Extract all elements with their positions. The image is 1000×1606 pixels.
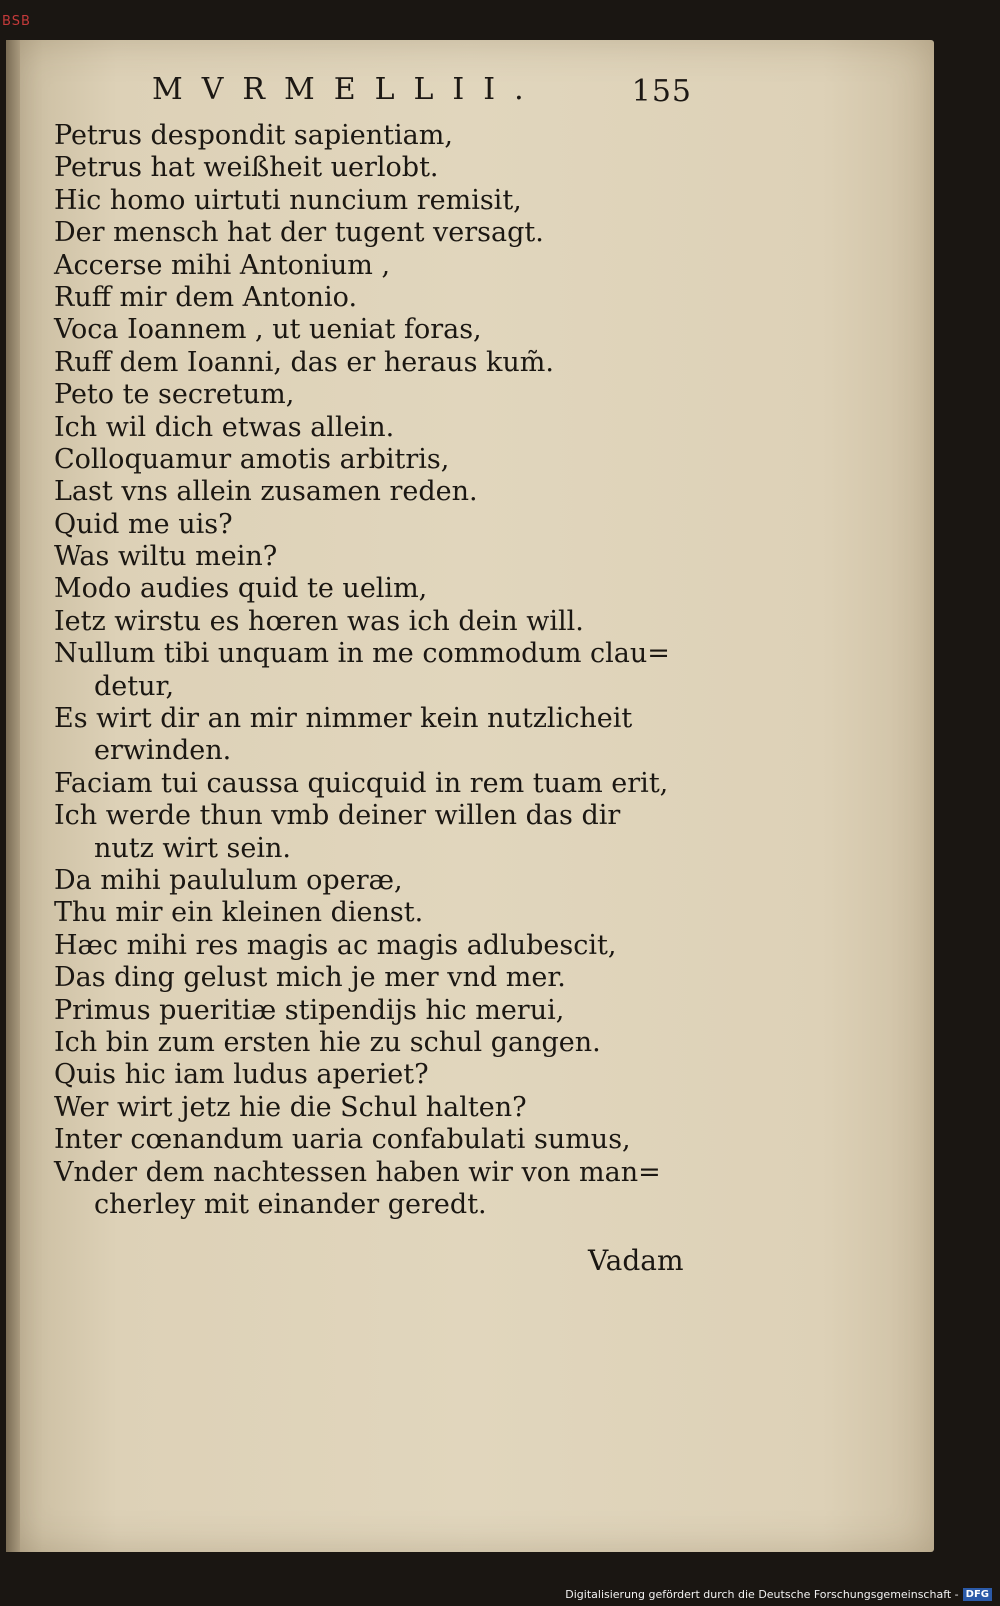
text-line: Ruff mir dem Antonio. xyxy=(54,281,358,313)
text-line: Was wiltu mein? xyxy=(54,541,278,573)
page-gutter xyxy=(6,40,20,1552)
text-line: Accerse mihi Antonium , xyxy=(54,249,391,281)
text-line: Quis hic iam ludus aperiet? xyxy=(54,1059,429,1091)
page-header xyxy=(152,72,692,112)
text-line: Primus pueritiæ stipendijs hic merui, xyxy=(54,994,565,1026)
text-line: Ich werde thun vmb deiner willen das dir xyxy=(54,800,621,832)
dfg-logo: DFG xyxy=(963,1588,992,1601)
text-line: Faciam tui caussa quicquid in rem tuam erit, xyxy=(54,767,669,799)
text-line: Ruff dem Ioanni, das er heraus kum̃. xyxy=(54,346,554,378)
text-line-continuation: cherley mit einander geredt. xyxy=(94,1188,487,1220)
text-block xyxy=(54,120,754,1221)
digitization-credit xyxy=(565,1586,992,1602)
catchword: Vadam xyxy=(588,1244,684,1277)
text-line-continuation: detur, xyxy=(94,670,175,702)
text-line: Modo audies quid te uelim, xyxy=(54,573,428,605)
text-line: Das ding gelust mich je mer vnd mer. xyxy=(54,962,566,994)
text-line: Ich wil dich etwas allein. xyxy=(54,411,395,443)
text-line: Hic homo uirtuti nuncium remisit, xyxy=(54,184,522,216)
text-line: Vnder dem nachtessen haben wir von man= xyxy=(54,1156,661,1188)
text-line: Hæc mihi res magis ac magis adlubescit, xyxy=(54,929,617,961)
library-watermark: BSB xyxy=(2,14,31,29)
running-title: MVRMELLII. xyxy=(152,72,543,107)
text-line: Ich bin zum ersten hie zu schul gangen. xyxy=(54,1026,601,1058)
text-line: Nullum tibi unquam in me commodum clau= xyxy=(54,638,670,670)
text-line: Wer wirt jetz hie die Schul halten? xyxy=(54,1091,527,1123)
text-line: Thu mir ein kleinen dienst. xyxy=(54,897,424,929)
text-line: Es wirt dir an mir nimmer kein nutzlicheit xyxy=(54,703,633,735)
text-line: Quid me uis? xyxy=(54,508,233,540)
text-line: Da mihi paululum operæ, xyxy=(54,864,403,896)
text-line-continuation: erwinden. xyxy=(94,735,232,767)
text-line: Inter cœnandum uaria confabulati sumus, xyxy=(54,1124,631,1156)
text-line: Peto te secretum, xyxy=(54,379,295,411)
text-line: Der mensch hat der tugent versagt. xyxy=(54,217,544,249)
text-line-continuation: nutz wirt sein. xyxy=(94,832,291,864)
credit-text: Digitalisierung gefördert durch die Deutsche Forschungsgemeinschaft - xyxy=(565,1587,959,1601)
text-line: Petrus despondit sapientiam, xyxy=(54,120,453,151)
page-number: 155 xyxy=(631,74,692,109)
text-line: Last vns allein zusamen reden. xyxy=(54,476,478,508)
text-line: Petrus hat weißheit uerlobt. xyxy=(54,152,439,184)
text-line: Voca Ioannem , ut ueniat foras, xyxy=(54,314,482,346)
text-line: Ietz wirstu es hœren was ich dein will. xyxy=(54,605,584,637)
text-line: Colloquamur amotis arbitris, xyxy=(54,443,450,475)
